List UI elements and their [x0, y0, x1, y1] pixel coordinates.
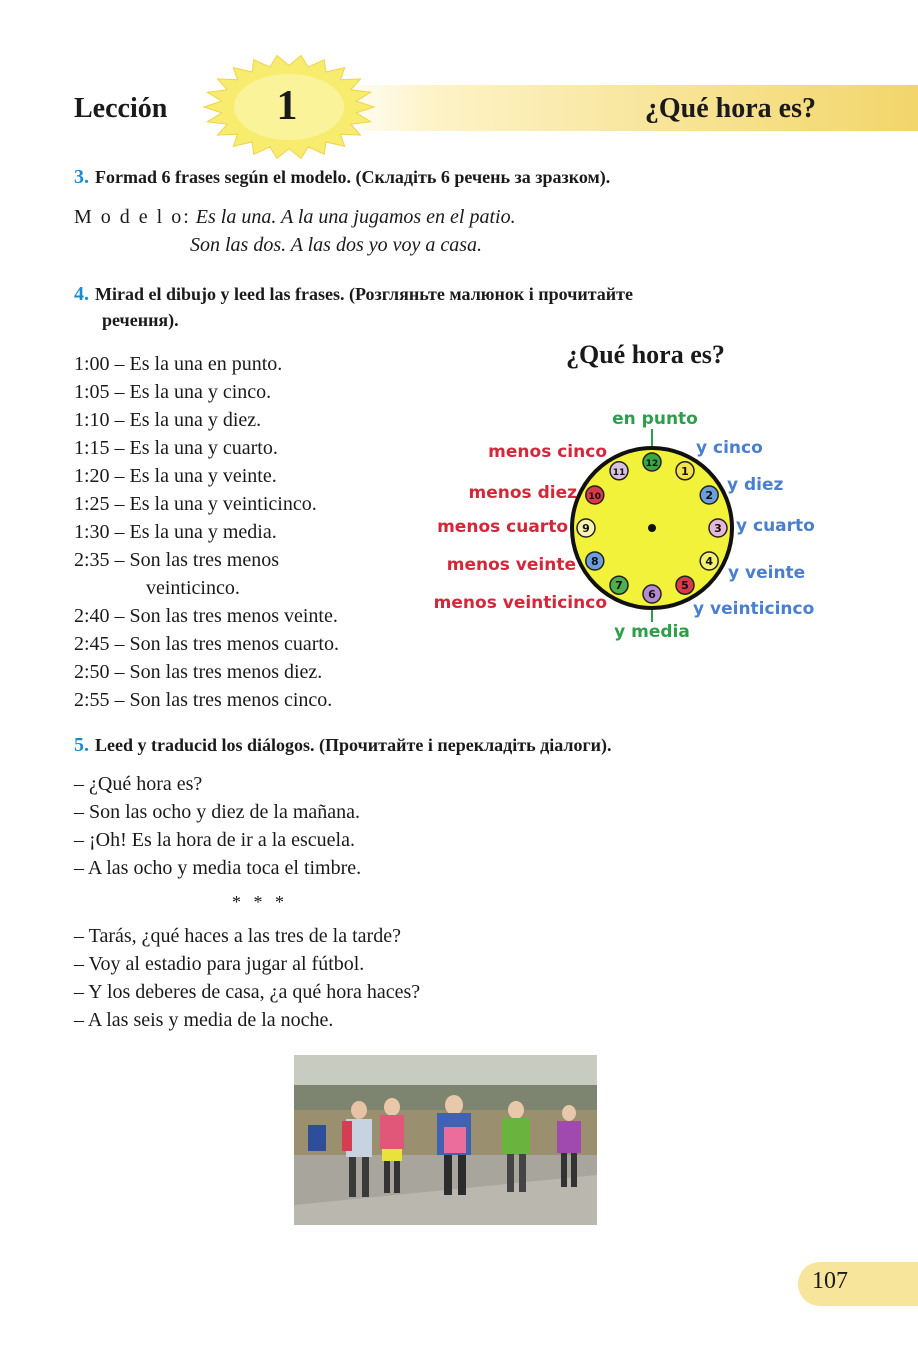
clock-diagram	[420, 400, 820, 650]
page-title: ¿Qué hora es?	[644, 93, 816, 124]
clock-label-y-cuarto: y cuarto	[736, 516, 815, 536]
clock-label-menos-veinte: menos veinte	[446, 555, 576, 575]
dialog-line: – ¡Oh! Es la hora de ir a la escuela.	[74, 829, 355, 851]
time-list	[74, 350, 424, 714]
time-row: 2:50 – Son las tres menos diez.	[74, 661, 323, 683]
dialog-line: – Son las ocho y diez de la mañana.	[74, 801, 361, 823]
time-row: 1:10 – Es la una y diez.	[74, 409, 262, 431]
dialog-line: – Tarás, ¿qué haces a las tres de la tarde?	[74, 925, 401, 947]
header-band	[330, 85, 918, 131]
exercise-number: 5.	[74, 734, 89, 756]
clock-number-1: 1	[681, 464, 689, 478]
exercise-number: 3.	[74, 166, 89, 188]
exercise-instruction: Formad 6 frases según el modelo. (Складіть 6 речень за зразком).	[95, 167, 611, 187]
dialog-line: – ¿Qué hora es?	[74, 773, 203, 795]
dialog-line: – A las seis y media de la noche.	[74, 1009, 334, 1031]
children-walking-photo	[294, 1055, 597, 1225]
clock-label-en-punto: en punto	[612, 409, 698, 429]
lesson-label: Lección	[74, 93, 168, 124]
model-line-1: Es la una. A la una jugamos en el patio.	[195, 206, 516, 228]
time-row: 1:15 – Es la una y cuarto.	[74, 437, 278, 459]
dialog-line: – Voy al estadio para jugar al fútbol.	[74, 953, 365, 975]
clock-number-6: 6	[648, 588, 656, 601]
dialog-separator: * * *	[232, 892, 288, 912]
exercise-instruction-line-1: Mirad el dibujo y leed las frases. (Розгляньте малюнок і прочитайте	[95, 284, 633, 304]
time-row: 1:20 – Es la una y veinte.	[74, 465, 277, 487]
dialog-1	[74, 770, 361, 882]
clock-label-menos-diez: menos diez	[468, 483, 577, 503]
exercise-5-heading	[74, 732, 612, 758]
exercise-number: 4.	[74, 283, 89, 305]
clock-number-11: 11	[612, 467, 626, 478]
clock-center	[648, 524, 656, 532]
time-row: 2:40 – Son las tres menos veinte.	[74, 605, 338, 627]
time-row: 1:25 – Es la una y veinticinco.	[74, 493, 317, 515]
lesson-number: 1	[276, 83, 298, 129]
clock-label-y-veinticinco: y veinticinco	[693, 599, 815, 619]
clock-label-y-veinte: y veinte	[728, 563, 806, 583]
page-number: 107	[812, 1268, 848, 1294]
exercise-instruction: Leed y traducid los diálogos. (Прочитайте і перекладіть діалоги).	[95, 735, 612, 755]
clock-number-5: 5	[681, 579, 689, 593]
clock-number-12: 12	[645, 459, 659, 469]
dialog-line: – A las ocho y media toca el timbre.	[74, 857, 362, 879]
clock-number-8: 8	[590, 555, 599, 568]
clock-number-4: 4	[705, 555, 714, 568]
time-row: 1:05 – Es la una y cinco.	[74, 381, 272, 403]
clock-label-menos-cuarto: menos cuarto	[437, 517, 568, 537]
clock-number-7: 7	[615, 579, 623, 593]
dialog-2	[74, 922, 420, 1034]
time-row-continuation: veinticinco.	[146, 577, 240, 599]
time-row: 1:30 – Es la una y media.	[74, 521, 277, 543]
clock-title: ¿Qué hora es?	[566, 340, 725, 369]
clock-label-y-cinco: y cinco	[696, 438, 763, 458]
dialog-line: – Y los deberes de casa, ¿a qué hora haces?	[74, 981, 421, 1003]
clock-number-9: 9	[582, 522, 590, 535]
exercise-4-heading	[74, 281, 834, 333]
model-line-2: Son las dos. A las dos yo voy a casa.	[190, 234, 483, 256]
clock-label-menos-cinco: menos cinco	[488, 442, 607, 462]
clock-label-y-diez: y diez	[727, 475, 784, 495]
exercise-3-heading	[74, 164, 610, 190]
time-row: 2:35 – Son las tres menos	[74, 549, 279, 571]
time-row: 2:55 – Son las tres menos cinco.	[74, 689, 333, 711]
clock-label-y-media: y media	[614, 622, 690, 642]
model-example	[74, 203, 516, 256]
model-label: M o d e l o:	[74, 206, 191, 228]
clock-number-10: 10	[588, 492, 602, 502]
time-row: 1:00 – Es la una en punto.	[74, 353, 283, 375]
clock-number-3: 3	[714, 522, 722, 535]
exercise-instruction-line-2: речення).	[102, 310, 179, 330]
time-row: 2:45 – Son las tres menos cuarto.	[74, 633, 339, 655]
clock-label-menos-veinticinco: menos veinticinco	[433, 593, 607, 613]
clock-number-2: 2	[705, 489, 714, 502]
